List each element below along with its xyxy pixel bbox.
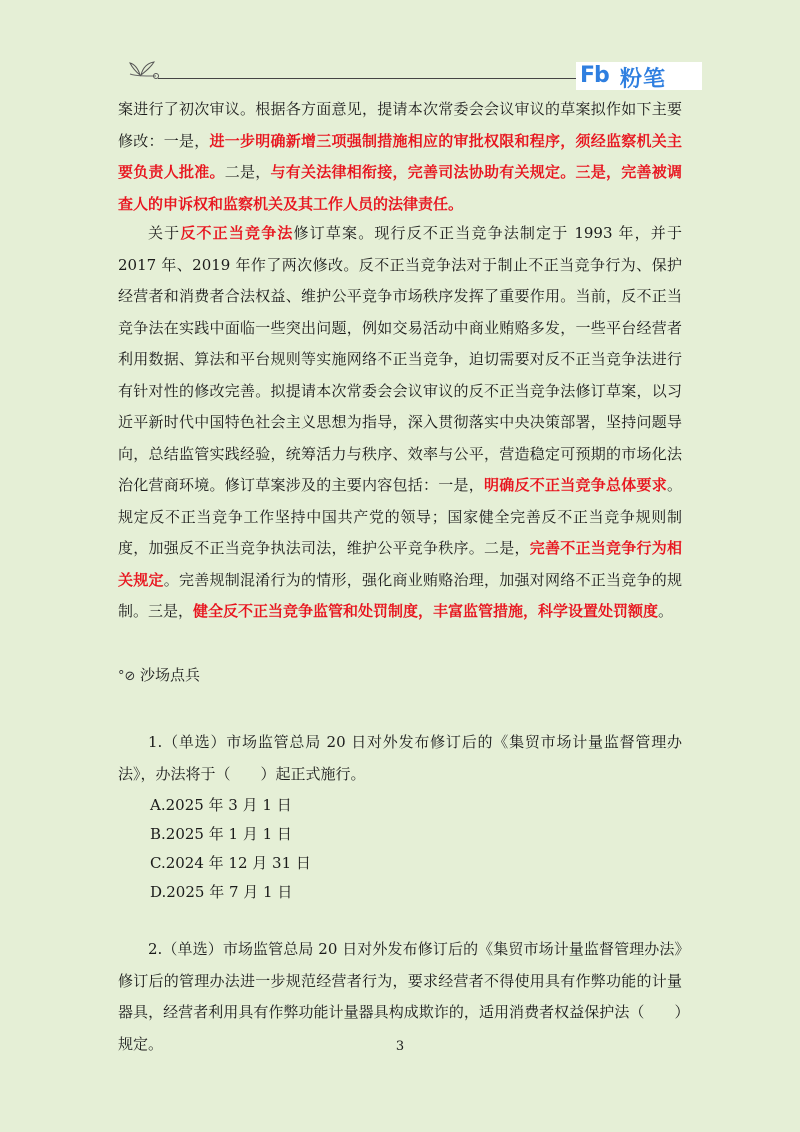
highlight-text: 明确反不正当竞争总体要求 xyxy=(483,476,667,494)
highlight-text: 进一步明确新增三项强制措施相应的审批权限和程序，须经监察机关主要负责人批准。 xyxy=(118,131,682,181)
paragraph-text: 。规定反不正当竞争工作坚持中国共产党的领导；国家健全完善反不正当竞争规则制度，加强反不正当竞争执法司法，维护公平竞争秩序。二是， xyxy=(118,476,682,557)
page-number: 3 xyxy=(395,1039,405,1054)
paragraph-text: 。完善规制混淆行为的情形，强化商业贿赂治理，加强对网络不正当竞争的规制。三是， xyxy=(118,570,682,620)
question-1: 1.（单选）市场监管总局 20 日对外发布修订后的《集贸市场计量监督管理办法》，办法将于（ ）起正式施行。 xyxy=(118,733,682,783)
option-a: A.2025 年 3 月 1 日 xyxy=(150,796,292,814)
paragraph-text: 。 xyxy=(658,602,674,620)
highlight-text: 完善不正当竞争行为相关规定 xyxy=(118,539,682,589)
header-rule xyxy=(158,78,578,79)
paragraph-text: 二是， xyxy=(224,163,271,181)
option-c: C.2024 年 12 月 31 日 xyxy=(150,854,311,872)
paragraph-anti-unfair-competition-law xyxy=(118,218,682,628)
section-title: 沙场点兵 xyxy=(140,666,201,684)
question-2: 2.（单选）市场监管总局 20 日对外发布修订后的《集贸市场计量监督管理办法》修订后的管理办法进一步规范经营者行为，要求经营者不得使用具有作弊功能的计量器具，经营者利用具有作弊功能计量器具构成欺诈的，适用消费者权益保护法（ ）规定。 xyxy=(118,940,682,1053)
option-b: B.2025 年 1 月 1 日 xyxy=(150,825,292,843)
paragraph-text: 关于 xyxy=(148,224,181,242)
highlight-text: 反不正当竞争法 xyxy=(180,224,294,242)
logo-mark: Fb xyxy=(580,63,609,88)
fenbi-logo xyxy=(576,62,702,90)
option-d: D.2025 年 7 月 1 日 xyxy=(150,883,293,901)
highlight-text: 与有关法律相衔接，完善司法协助有关规定。三是，完善被调查人的申诉权和监察机关及其工作人员的法律责任。 xyxy=(118,163,682,213)
section-bullet-icon: °⊘ xyxy=(118,669,136,684)
paragraph-supervision-law xyxy=(118,94,682,220)
paragraph-text: 修订草案。现行反不正当竞争法制定于 1993 年，并于 2017 年、2019 年作了两次修改。反不正当竞争法对于制止不正当竞争行为、保护经营者和消费者合法权益、维护公平竞争市场秩序发挥了重要作用。当前，反不正当竞争法在实践中面临一些突出问题，例如交易活动中商业贿赂多发，一些平台经营者利用数据、算法和平台规则等实施网络不正当竞争，迫切需要对反不正当竞争法进行有针对性的修改完善。拟提请本次常委会会议审议的反不正当竞争法修订草案，以习近平新时代中国特色社会主义思想为指导，深入贯彻落实中央决策部署，坚持问题导向，总结监管实践经验，统筹活力与秩序、效率与公平，营造稳定可预期的市场化法治化营商环境。修订草案涉及的主要内容包括：一是， xyxy=(118,224,682,494)
highlight-text: 健全反不正当竞争监管和处罚制度，丰富监管措施，科学设置处罚额度 xyxy=(193,602,659,620)
question-1-options xyxy=(150,791,550,907)
section-heading xyxy=(118,663,200,687)
page-header xyxy=(0,0,800,96)
logo-name: 粉笔 xyxy=(620,67,667,92)
sprout-icon xyxy=(126,54,160,82)
paragraph-text: 案进行了初次审议。根据各方面意见，提请本次常委会会议审议的草案拟作如下主要修改：一是， xyxy=(118,100,682,150)
